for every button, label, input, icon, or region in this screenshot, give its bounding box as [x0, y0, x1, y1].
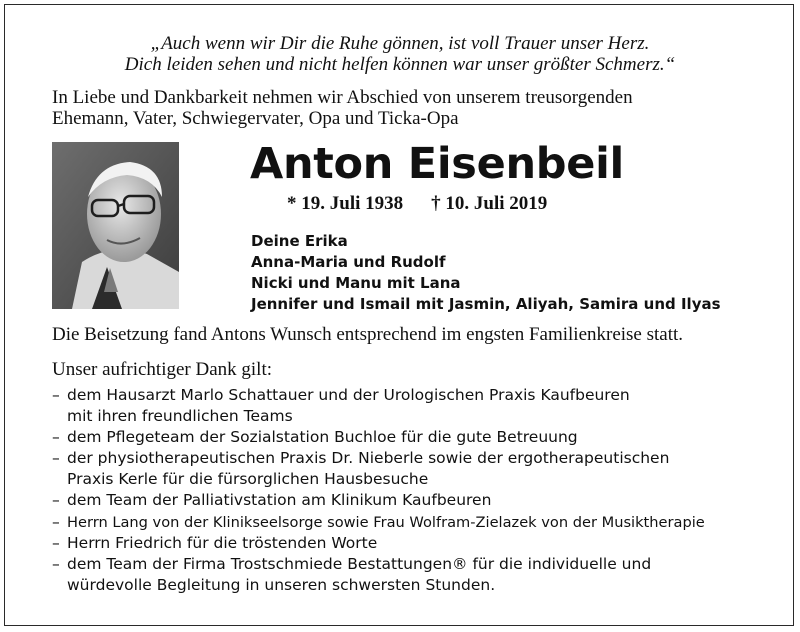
thanks-line: – dem Team der Palliativstation am Klinikum Kaufbeuren [67, 491, 492, 510]
mourner-line: Deine Erika [251, 232, 348, 250]
mourner-line: Jennifer und Ismail mit Jasmin, Aliyah, Samira und Ilyas [251, 295, 721, 313]
deceased-name: Anton Eisenbeil [250, 139, 624, 189]
intro-line: Ehemann, Vater, Schwiegervater, Opa und Ticka-Opa [52, 108, 459, 129]
intro-line: In Liebe und Dankbarkeit nehmen wir Abschied von unserem treusorgenden [52, 87, 633, 108]
thanks-item [52, 554, 705, 596]
thanks-item [52, 490, 705, 511]
mourner-line: Anna-Maria und Rudolf [251, 253, 446, 271]
thanks-title: Unser aufrichtiger Dank gilt: [52, 359, 273, 380]
thanks-item [52, 448, 705, 490]
thanks-line: würdevolle Begleitung in unseren schwersten Stunden. [67, 575, 496, 594]
portrait-illustration [52, 142, 179, 309]
quote-line: „Auch wenn wir Dir die Ruhe gönnen, ist voll Trauer unser Herz. [150, 33, 650, 54]
thanks-line: Praxis Kerle für die fürsorglichen Hausbesuche [67, 470, 429, 489]
thanks-line: mit ihren freundlichen Teams [67, 407, 293, 426]
thanks-item [52, 385, 705, 427]
thanks-line: – dem Team der Firma Trostschmiede Bestattungen® für die individuelle und [67, 554, 652, 573]
life-dates [287, 192, 547, 216]
intro-text [52, 87, 633, 129]
funeral-notice: Die Beisetzung fand Antons Wunsch entsprechend im engsten Familienkreise statt. [52, 324, 684, 345]
thanks-line: – Herrn Lang von der Klinikseelsorge sowie Frau Wolfram-Zielazek von der Musiktherapie [67, 513, 705, 531]
mourners-list [251, 231, 721, 315]
thanks-item [52, 427, 705, 448]
thanks-item [52, 512, 705, 533]
thanks-item [52, 533, 705, 554]
memorial-quote [0, 33, 800, 75]
thanks-line: – der physiotherapeutischen Praxis Dr. Nieberle sowie der ergotherapeutischen [67, 449, 670, 468]
thanks-line: – Herrn Friedrich für die tröstenden Worte [67, 533, 378, 552]
portrait-photo [52, 142, 179, 309]
thanks-line: – dem Pflegeteam der Sozialstation Buchloe für die gute Betreuung [67, 428, 578, 447]
thanks-line: – dem Hausarzt Marlo Schattauer und der Urologischen Praxis Kaufbeuren [67, 386, 630, 404]
death-date: † 10. Juli 2019 [431, 193, 548, 214]
thanks-list [52, 385, 705, 596]
mourner-line: Nicki und Manu mit Lana [251, 274, 461, 292]
birth-date: * 19. Juli 1938 [287, 193, 404, 214]
quote-line: Dich leiden sehen und nicht helfen können war unser größter Schmerz.“ [124, 54, 676, 75]
